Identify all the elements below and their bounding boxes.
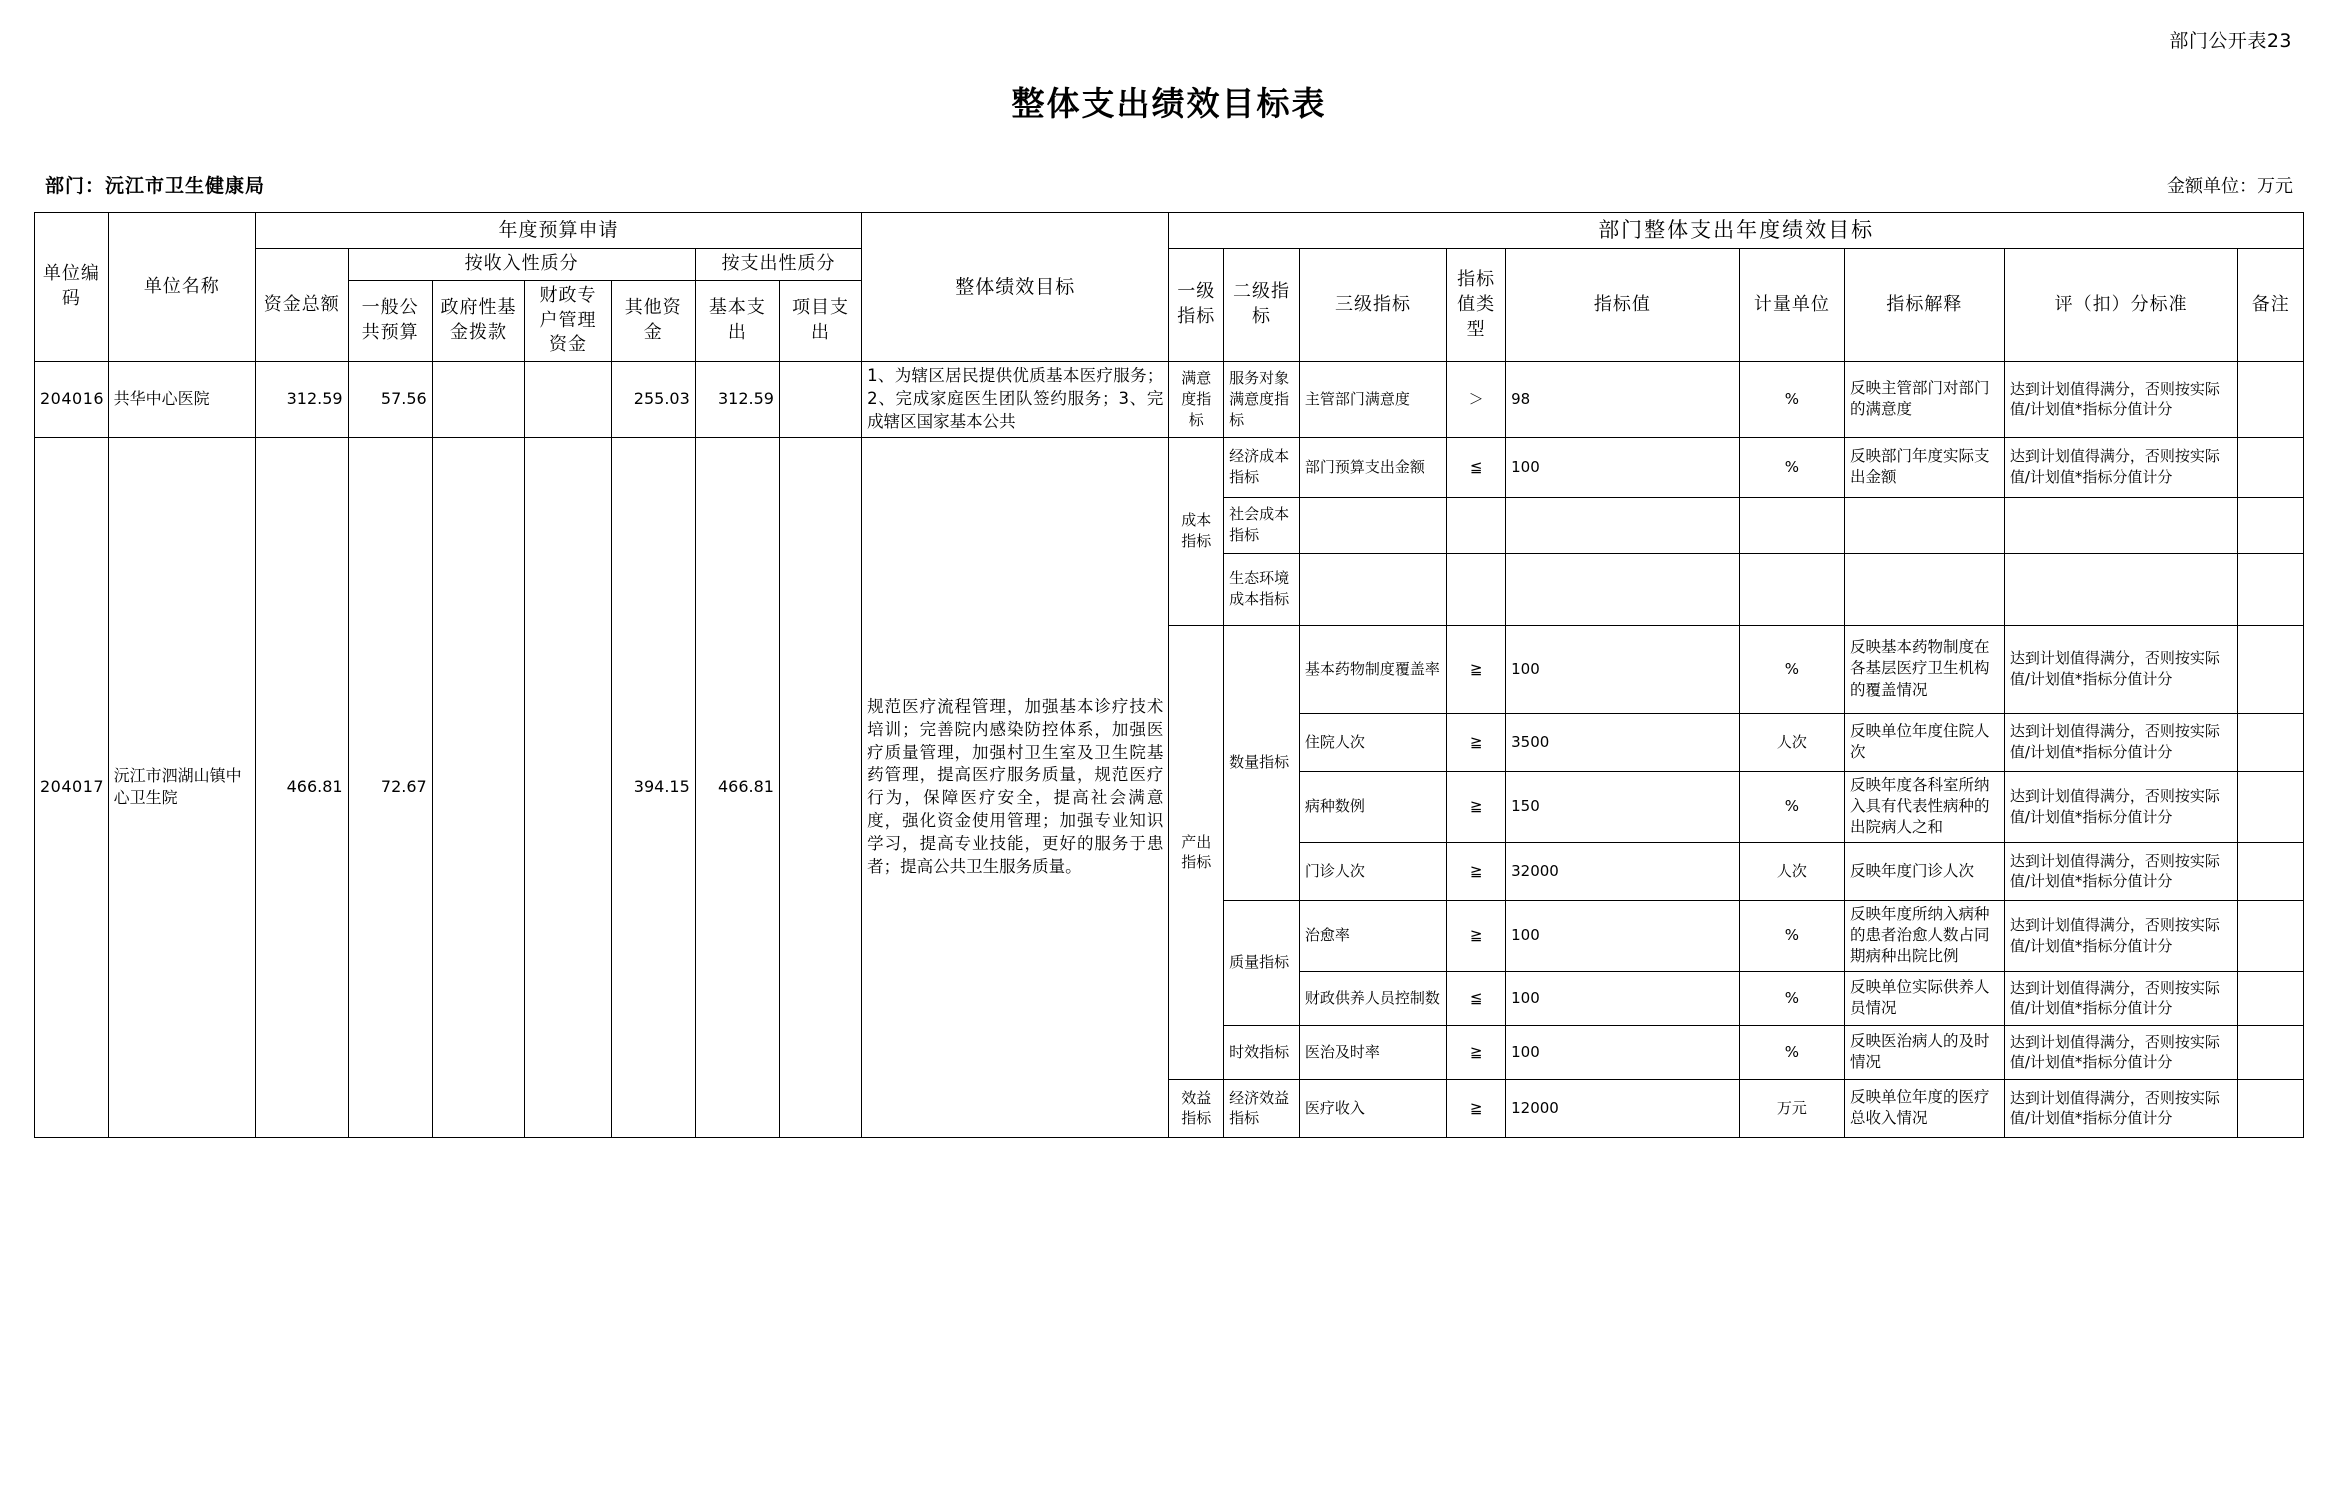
cell-level3: 医治及时率: [1299, 1025, 1446, 1079]
cell-level3: 部门预算支出金额: [1299, 437, 1446, 497]
cell-level3: 基本药物制度覆盖率: [1299, 625, 1446, 713]
th-by-expense: 按支出性质分: [695, 248, 861, 280]
cell-level2: 社会成本指标: [1224, 497, 1300, 553]
cell-measure-unit: 人次: [1739, 842, 1844, 900]
cell-measure-unit: %: [1739, 362, 1844, 437]
cell-total-amount: 466.81: [255, 437, 348, 1137]
cell-level2: 生态环境成本指标: [1224, 553, 1300, 625]
cell-level2: 经济成本指标: [1224, 437, 1300, 497]
cell-score-rule: [2004, 362, 2238, 437]
cell-score-rule: [2004, 1079, 2238, 1137]
cell-unit-name: 沅江市泗湖山镇中心卫生院: [108, 437, 255, 1137]
cell-explain: [1844, 362, 2004, 437]
cell-remark: [2238, 971, 2304, 1025]
cell-level3: 门诊人次: [1299, 842, 1446, 900]
score-rule-text: 达到计划值得满分，否则按实际值/计划值*指标分值计分: [2009, 649, 2220, 689]
cell-level3: 财政供养人员控制数: [1299, 971, 1446, 1025]
cell-score-rule: [2004, 553, 2238, 625]
cell-value-type: ≦: [1447, 437, 1506, 497]
cell-value-type: ≧: [1447, 900, 1506, 971]
cell-level1: 产出指标: [1169, 625, 1224, 1079]
th-unit-code: 单位编码: [35, 213, 109, 362]
cell-value: 98: [1506, 362, 1740, 437]
th-unit-name: 单位名称: [108, 213, 255, 362]
table-row: [35, 362, 2304, 437]
cell-remark: [2238, 771, 2304, 842]
cell-level1: 效益指标: [1169, 1079, 1224, 1137]
meta-row: [45, 171, 2293, 198]
score-rule-text: 达到计划值得满分，否则按实际值/计划值*指标分值计分: [2009, 786, 2220, 826]
header-row-1: [35, 213, 2304, 249]
cell-project-exp: [779, 362, 861, 437]
cell-remark: [2238, 900, 2304, 971]
th-overall-goal: 整体绩效目标: [862, 213, 1169, 362]
th-measure-unit: 计量单位: [1739, 248, 1844, 361]
score-rule-text: 达到计划值得满分，否则按实际值/计划值*指标分值计分: [2009, 722, 2220, 762]
cell-remark: [2238, 497, 2304, 553]
cell-level3: 治愈率: [1299, 900, 1446, 971]
page-title: 整体支出绩效目标表: [1011, 84, 1327, 123]
cell-basic-exp: 312.59: [695, 362, 779, 437]
cell-measure-unit: %: [1739, 1025, 1844, 1079]
cell-project-exp: [779, 437, 861, 1137]
cell-measure-unit: %: [1739, 900, 1844, 971]
th-annual-budget: 年度预算申请: [255, 213, 861, 249]
cell-value-type: [1447, 553, 1506, 625]
cell-other-funds: 394.15: [611, 437, 695, 1137]
cell-total-amount: 312.59: [255, 362, 348, 437]
th-basic-exp: 基本支出: [695, 280, 779, 361]
cell-value: 32000: [1506, 842, 1740, 900]
th-project-exp: 项目支出: [779, 280, 861, 361]
cell-remark: [2238, 553, 2304, 625]
cell-fiscal-special: [525, 362, 611, 437]
cell-level1: 成本指标: [1169, 437, 1224, 625]
cell-remark: [2238, 437, 2304, 497]
cell-level2: 经济效益指标: [1224, 1079, 1300, 1137]
cell-measure-unit: %: [1739, 437, 1844, 497]
cell-value-type: [1447, 497, 1506, 553]
cell-explain: [1844, 497, 2004, 553]
table-row: [35, 437, 2304, 497]
cell-explain: 反映单位实际供养人员情况: [1844, 971, 2004, 1025]
cell-remark: [2238, 362, 2304, 437]
score-rule-text: 达到计划值得满分，否则按实际值/计划值*指标分值计分: [2009, 1088, 2220, 1128]
department-label: 部门：沅江市卫生健康局: [45, 175, 266, 197]
th-value-type: 指标值类型: [1447, 248, 1506, 361]
cell-remark: [2238, 713, 2304, 771]
cell-level2: 质量指标: [1224, 900, 1300, 1025]
cell-unit-name: 共华中心医院: [108, 362, 255, 437]
cell-general-public: 57.56: [348, 362, 432, 437]
cell-level1: 满意度指标: [1169, 362, 1224, 437]
cell-score-rule: [2004, 842, 2238, 900]
explain-text: 反映年度所纳入病种的患者治愈人数占同期病种出院比例: [1849, 904, 1990, 966]
cell-unit-code: 204017: [35, 437, 109, 1137]
th-gov-fund: 政府性基金拨款: [432, 280, 525, 361]
cell-overall-goal: [862, 362, 1169, 437]
overall-goal-text: 1、为辖区居民提供优质基本医疗服务；2、完成家庭医生团队签约服务；3、完成辖区国家基本公共: [867, 366, 1164, 431]
th-level2: 二级指标: [1224, 248, 1300, 361]
score-rule-text: 达到计划值得满分，否则按实际值/计划值*指标分值计分: [2009, 379, 2220, 419]
cell-measure-unit: %: [1739, 971, 1844, 1025]
cell-explain: [1844, 771, 2004, 842]
explain-text: 反映主管部门对部门的满意度: [1849, 379, 1990, 419]
cell-level3: [1299, 553, 1446, 625]
cell-score-rule: [2004, 900, 2238, 971]
th-score-rule: 评（扣）分标准: [2004, 248, 2238, 361]
cell-measure-unit: [1739, 497, 1844, 553]
cell-explain: 反映部门年度实际支出金额: [1844, 437, 2004, 497]
cell-explain: 反映单位年度的医疗总收入情况: [1844, 1079, 2004, 1137]
cell-value-type: ≧: [1447, 1079, 1506, 1137]
cell-value: 100: [1506, 1025, 1740, 1079]
cell-value-type: ≧: [1447, 713, 1506, 771]
cell-value: 100: [1506, 971, 1740, 1025]
explain-text: 反映基本药物制度在各基层医疗卫生机构的覆盖情况: [1849, 638, 1990, 699]
cell-value: [1506, 497, 1740, 553]
document-tag: 部门公开表23: [2169, 30, 2292, 52]
th-total-amount: 资金总额: [255, 248, 348, 361]
cell-measure-unit: [1739, 553, 1844, 625]
cell-explain: [1844, 625, 2004, 713]
cell-value-type: ≧: [1447, 842, 1506, 900]
score-rule-text: 达到计划值得满分，否则按实际值/计划值*指标分值计分: [2009, 851, 2220, 891]
header-row-2: [35, 248, 2304, 280]
th-remark: 备注: [2238, 248, 2304, 361]
cell-gov-fund: [432, 362, 525, 437]
cell-fiscal-special: [525, 437, 611, 1137]
cell-value: 100: [1506, 625, 1740, 713]
cell-remark: [2238, 625, 2304, 713]
cell-measure-unit: %: [1739, 771, 1844, 842]
score-rule-text: 达到计划值得满分，否则按实际值/计划值*指标分值计分: [2009, 978, 2220, 1018]
cell-value: 100: [1506, 437, 1740, 497]
cell-level3: 病种数例: [1299, 771, 1446, 842]
cell-value: 3500: [1506, 713, 1740, 771]
th-level1: 一级指标: [1169, 248, 1224, 361]
cell-value: [1506, 553, 1740, 625]
cell-gov-fund: [432, 437, 525, 1137]
score-rule-text: 达到计划值得满分，否则按实际值/计划值*指标分值计分: [2009, 916, 2220, 955]
cell-unit-code: 204016: [35, 362, 109, 437]
cell-measure-unit: 万元: [1739, 1079, 1844, 1137]
score-rule-text: 达到计划值得满分，否则按实际值/计划值*指标分值计分: [2009, 1032, 2220, 1072]
cell-value-type: ≧: [1447, 771, 1506, 842]
th-dept-annual-goal: 部门整体支出年度绩效目标: [1169, 213, 2304, 249]
cell-explain: 反映年度门诊人次: [1844, 842, 2004, 900]
th-explain: 指标解释: [1844, 248, 2004, 361]
th-general-public: 一般公共预算: [348, 280, 432, 361]
cell-score-rule: [2004, 497, 2238, 553]
cell-basic-exp: 466.81: [695, 437, 779, 1137]
cell-remark: [2238, 1079, 2304, 1137]
cell-score-rule: [2004, 713, 2238, 771]
cell-score-rule: [2004, 771, 2238, 842]
cell-value: 12000: [1506, 1079, 1740, 1137]
cell-value-type: ≦: [1447, 971, 1506, 1025]
cell-explain: [1844, 900, 2004, 971]
cell-value: 150: [1506, 771, 1740, 842]
cell-level2: 时效指标: [1224, 1025, 1300, 1079]
cell-score-rule: [2004, 625, 2238, 713]
th-fiscal-special: 财政专户管理资金: [525, 280, 611, 361]
cell-general-public: 72.67: [348, 437, 432, 1137]
cell-value-type: ＞: [1447, 362, 1506, 437]
amount-unit-label: 金额单位：万元: [2167, 176, 2293, 197]
score-rule-text: 达到计划值得满分，否则按实际值/计划值*指标分值计分: [2009, 447, 2220, 487]
cell-measure-unit: 人次: [1739, 713, 1844, 771]
cell-value-type: ≧: [1447, 625, 1506, 713]
cell-other-funds: 255.03: [611, 362, 695, 437]
cell-level2: 数量指标: [1224, 625, 1300, 900]
th-level3: 三级指标: [1299, 248, 1446, 361]
cell-level3: [1299, 497, 1446, 553]
cell-explain: [1844, 553, 2004, 625]
cell-remark: [2238, 842, 2304, 900]
cell-explain: 反映医治病人的及时情况: [1844, 1025, 2004, 1079]
th-by-income: 按收入性质分: [348, 248, 695, 280]
cell-score-rule: [2004, 437, 2238, 497]
performance-goal-table: [34, 212, 2304, 1138]
th-value: 指标值: [1506, 248, 1740, 361]
cell-measure-unit: %: [1739, 625, 1844, 713]
cell-score-rule: [2004, 1025, 2238, 1079]
th-other-funds: 其他资金: [611, 280, 695, 361]
cell-value-type: ≧: [1447, 1025, 1506, 1079]
cell-level2: 服务对象满意度指标: [1224, 362, 1300, 437]
cell-level3: 主管部门满意度: [1299, 362, 1446, 437]
cell-score-rule: [2004, 971, 2238, 1025]
cell-overall-goal: 规范医疗流程管理，加强基本诊疗技术培训；完善院内感染防控体系，加强医疗质量管理，加强村卫生室及卫生院基药管理，提高医疗服务质量，规范医疗行为，保障医疗安全，提高社会满意度，强化资金使用管理；加强专业知识学习，提高专业技能，更好的服务于患者；提高公共卫生服务质量。: [862, 437, 1169, 1137]
cell-level3: 医疗收入: [1299, 1079, 1446, 1137]
cell-level3: 住院人次: [1299, 713, 1446, 771]
cell-explain: 反映单位年度住院人次: [1844, 713, 2004, 771]
explain-text: 反映年度各科室所纳入具有代表性病种的出院病人之和: [1849, 775, 1990, 837]
cell-value: 100: [1506, 900, 1740, 971]
cell-remark: [2238, 1025, 2304, 1079]
